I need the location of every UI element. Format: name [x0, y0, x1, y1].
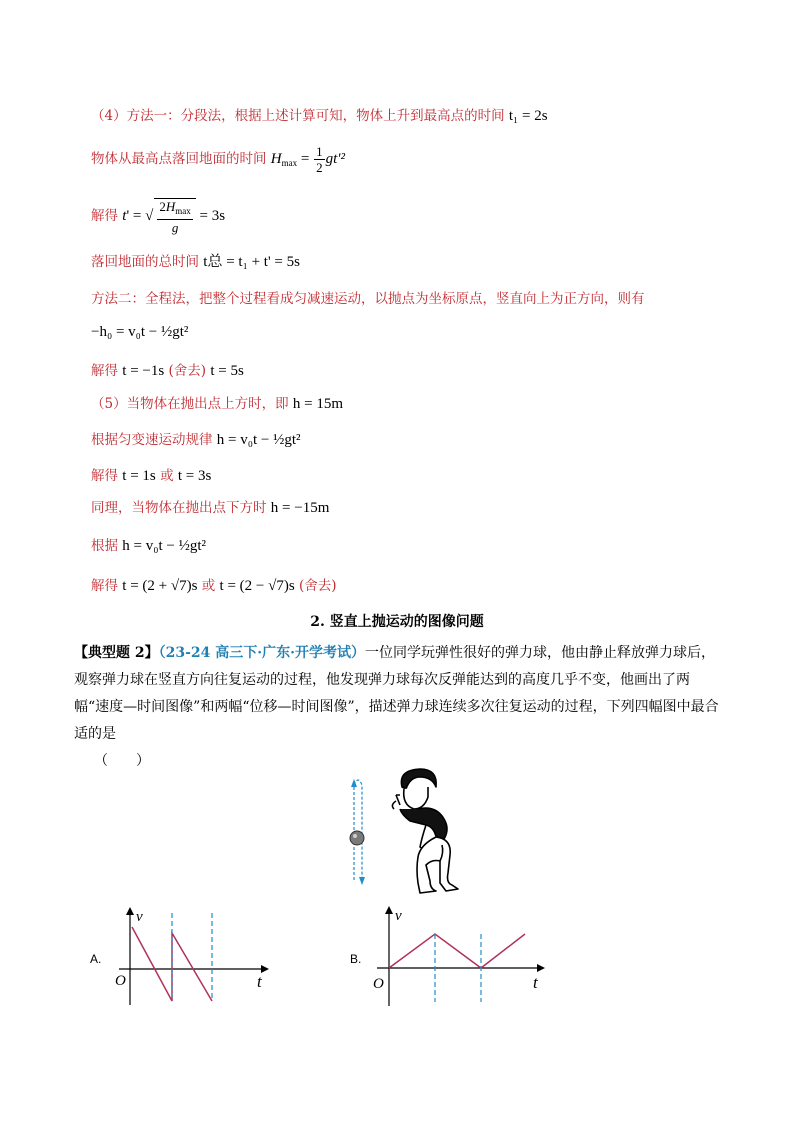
part4-method2-line	[91, 289, 645, 309]
part5-final-line	[91, 576, 337, 596]
part5-rule-text: 根据匀变速运动规律	[91, 432, 213, 448]
part5-rule-line	[91, 430, 301, 450]
part5-final-value2: t = (2 − √7)s	[219, 578, 295, 594]
part4-method1-line	[91, 106, 548, 126]
motion-arrow-icon	[354, 780, 362, 880]
part5-below-text: 同理，当物体在抛出点下方时	[91, 500, 267, 516]
solve2-discard: (舍去)	[168, 363, 207, 379]
bouncing-ball-illustration	[340, 765, 480, 900]
option-a-label: A.	[90, 952, 102, 966]
problem-body: 一位同学玩弹性很好的弹力球，他由静止释放弹力球后，观察弹力球在竖直方向往复运动的过程，他发现弹力球每次反弹能达到的高度几乎不变，他画出了两幅“速度—时间图像”和两幅“位移—时间图像”，描述弹力球连续多次往复运动的过程，下列四幅图中最合适的是	[74, 645, 719, 742]
part4-method2-formula-line	[91, 322, 188, 342]
part4-solve1-line	[91, 198, 225, 235]
part4-method1-text: （4）方法一：分段法，根据上述计算可知，物体上升到最高点的时间	[91, 108, 505, 124]
part4-fall-text: 物体从最高点落回地面的时间	[91, 150, 267, 167]
arrow-up-icon	[351, 779, 357, 787]
part5-or2: 或	[201, 578, 216, 594]
option-a-origin: O	[115, 973, 126, 989]
problem-tag: 【典型题 2】	[74, 645, 159, 661]
part5-solve-text: 解得	[91, 468, 118, 484]
solve2-value2: t = 5s	[210, 363, 244, 379]
part5-below-line	[91, 498, 329, 518]
option-b-graph	[365, 902, 555, 1010]
fall-formula: $H_{max}$ = $\frac{1}{2}$ gt'²	[270, 144, 345, 175]
option-a-x-label: t	[257, 972, 262, 991]
part4-solve2-line	[91, 361, 244, 381]
option-b-y-arrow	[385, 906, 393, 914]
part4-fall-line	[91, 144, 345, 175]
person-icon	[392, 769, 458, 893]
solve1-formula: t' = √ $\frac{2H_{max}}{g}$ = 3s	[122, 199, 226, 235]
option-b-label: B.	[350, 952, 362, 966]
option-b-y-label: v	[395, 908, 402, 924]
part5-solve-value2: t = 3s	[177, 468, 212, 484]
option-b-x-label: t	[533, 973, 538, 992]
part5-basis-text: 根据	[91, 538, 118, 554]
part5-final-value1: t = (2 + √7)s	[122, 578, 198, 594]
section-heading: 2. 竖直上抛运动的图像问题	[310, 614, 484, 630]
part5-below-value: h = −15m	[270, 500, 330, 516]
part4-total-text: 落回地面的总时间	[91, 254, 199, 270]
part5-final-text: 解得	[91, 578, 118, 594]
option-a-x-arrow	[261, 965, 269, 973]
part5-rule-formula: h = v₀t − ½gt²	[216, 432, 301, 448]
arrow-down-icon	[359, 877, 365, 885]
part4-method2-text: 方法二：全程法，把整个过程看成匀减速运动，以抛点为坐标原点，竖直向上为正方向，则有	[91, 291, 645, 307]
part5-height: h = 15m	[292, 396, 344, 412]
rise-time-formula: t₁ = 2s	[508, 108, 548, 124]
method2-formula: −h₀ = v₀t − ½gt²	[91, 324, 189, 340]
option-a-y-label: v	[136, 909, 143, 925]
option-a-graph	[105, 905, 280, 1010]
part5-basis-line	[91, 536, 206, 556]
part4-solve2-text: 解得	[91, 363, 118, 379]
option-b-velocity-line	[389, 934, 525, 968]
option-a-y-arrow	[126, 907, 134, 915]
ball-icon	[350, 831, 364, 845]
total-formula: t总 = t₁ + t' = 5s	[203, 254, 300, 270]
part5-solve-value1: t = 1s	[122, 468, 156, 484]
part5-label-line	[91, 394, 343, 414]
solve2-value1: t = −1s	[122, 363, 165, 379]
part5-label-text: （5）当物体在抛出点上方时，即	[91, 396, 289, 412]
part5-solve-line	[91, 466, 211, 486]
part4-solve1-text: 解得	[91, 207, 118, 224]
option-b-origin: O	[373, 976, 384, 992]
problem-source: （23-24 高三下·广东·开学考试）	[158, 645, 366, 661]
part4-total-line	[91, 252, 300, 272]
part5-or1: 或	[160, 468, 174, 484]
part5-final-discard: (舍去)	[299, 578, 337, 594]
answer-blank: （ ）	[94, 753, 150, 769]
option-b-x-arrow	[537, 964, 545, 972]
problem-paragraph	[74, 640, 724, 775]
part5-basis-formula: h = v₀t − ½gt²	[122, 538, 207, 554]
